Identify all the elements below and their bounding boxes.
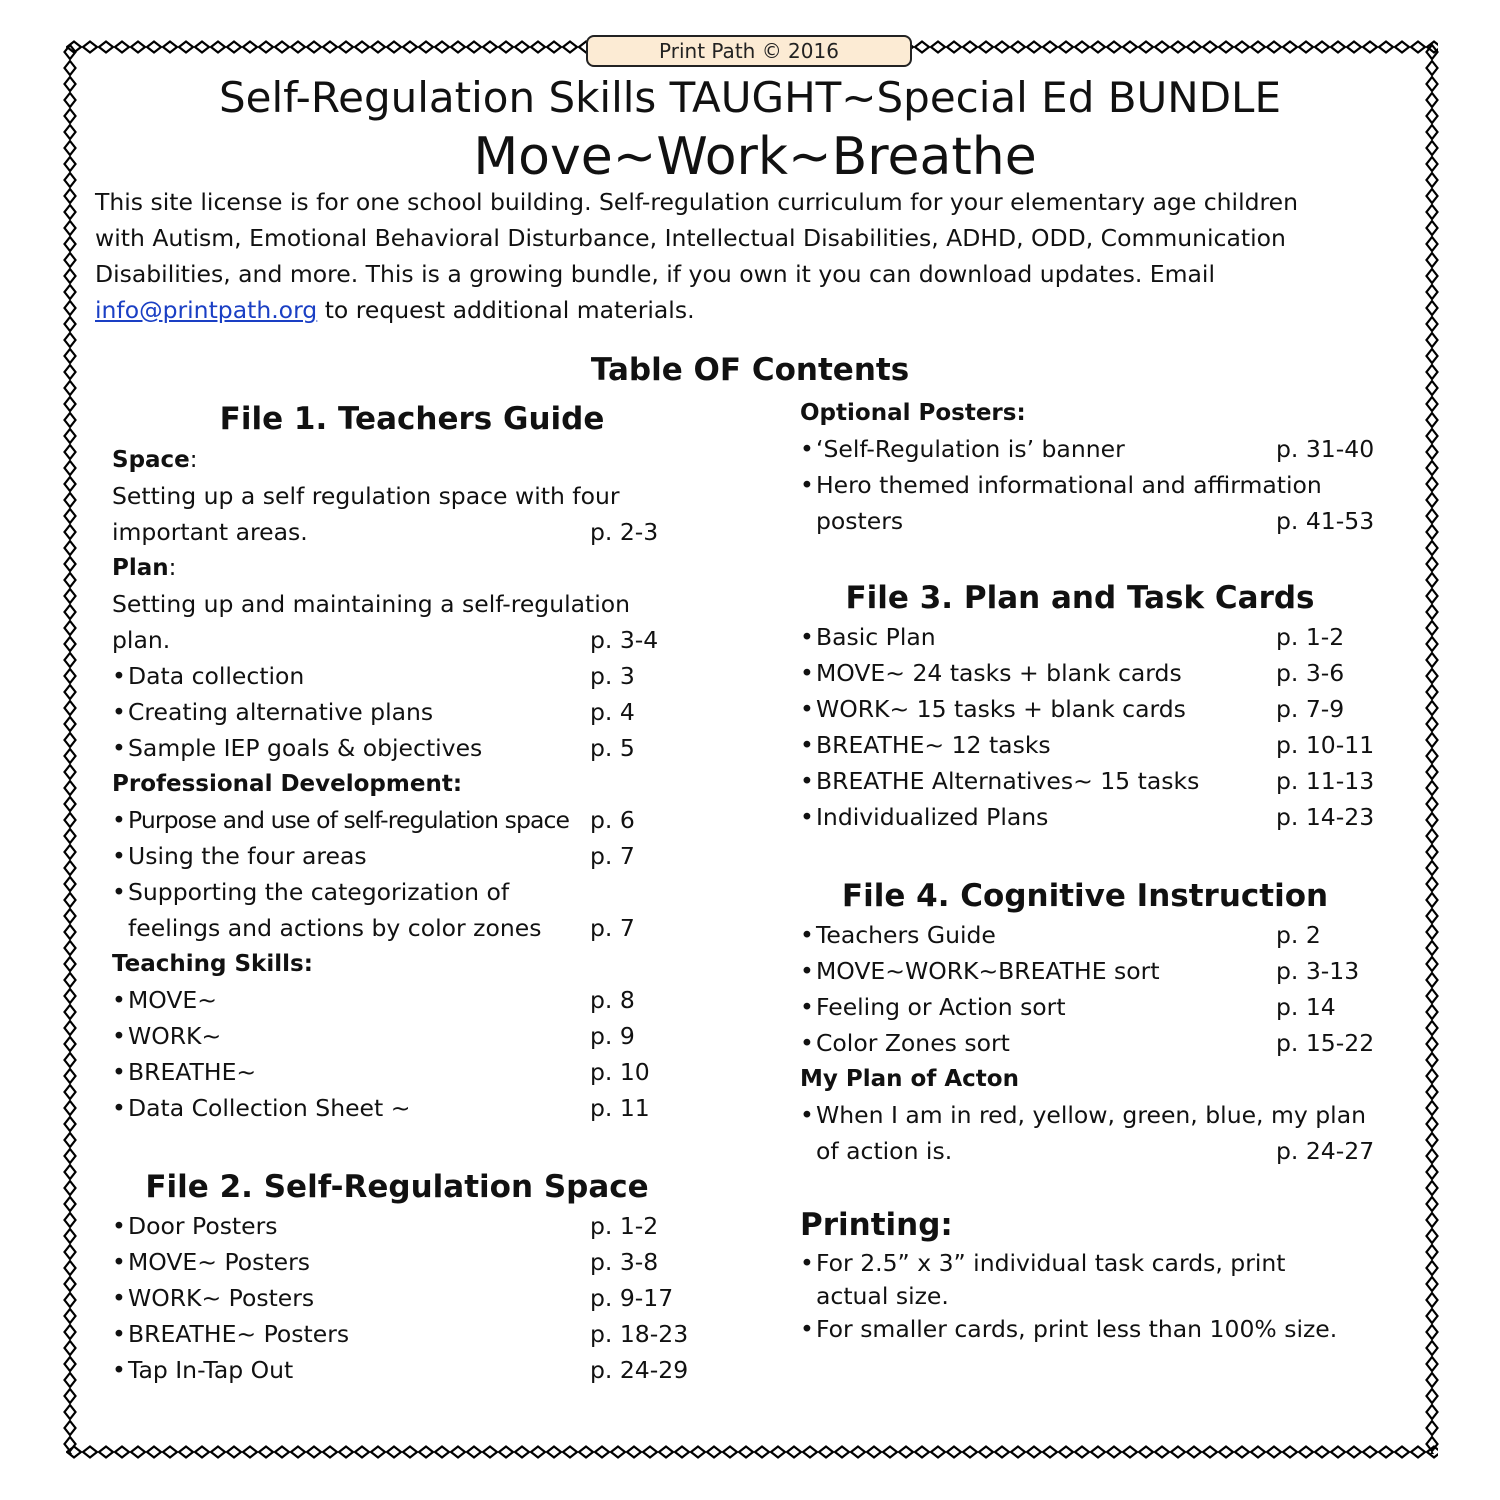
page-ref: p. 3-6 <box>1276 659 1345 687</box>
toc-entry: • BREATHE~ Posters p. 18-23 <box>112 1316 712 1352</box>
bullet-icon: • <box>112 986 126 1014</box>
section-label-space: Space: <box>112 447 198 473</box>
page-ref: p. 1-2 <box>590 1212 659 1240</box>
intro-line: Disabilities, and more. This is a growing bundle, if you own it you can download updates. Email <box>95 260 1215 288</box>
page-subtitle: Move~Work~Breathe <box>473 127 1037 187</box>
intro-line: with Autism, Emotional Behavioral Disturbance, Intellectual Disabilities, ADHD, ODD, Communication <box>95 224 1286 252</box>
page-ref: p. 2 <box>1276 921 1321 949</box>
page-ref: p. 4 <box>590 698 635 726</box>
page-ref: p. 41-53 <box>1276 507 1375 535</box>
toc-right-column <box>800 395 1400 1346</box>
bullet-icon: • <box>800 623 814 651</box>
page-ref: p. 10-11 <box>1276 731 1375 759</box>
intro-paragraph <box>95 184 1405 328</box>
toc-entry: • Individualized Plans p. 14-23 <box>800 799 1400 835</box>
page-ref: p. 9 <box>590 1022 635 1050</box>
bullet-icon: • <box>800 993 814 1021</box>
page-ref: p. 7-9 <box>1276 695 1345 723</box>
section-label-my-plan: My Plan of Acton <box>800 1066 1019 1092</box>
toc-entry: • BREATHE Alternatives~ 15 tasks p. 11-13 <box>800 763 1400 799</box>
toc-entry: • Creating alternative plans p. 4 <box>112 694 712 730</box>
intro-line-rest: to request additional materials. <box>317 296 695 324</box>
toc-entry: • Purpose and use of self-regulation space p. 6 <box>112 802 712 838</box>
printing-note: •For smaller cards, print less than 100% size. <box>800 1313 1400 1346</box>
copyright-badge <box>586 35 912 67</box>
bullet-icon: • <box>800 471 814 499</box>
toc-entry: • Teachers Guide p. 2 <box>800 917 1400 953</box>
page-ref: p. 31-40 <box>1276 435 1375 463</box>
bullet-icon: • <box>800 1029 814 1057</box>
bullet-icon: • <box>112 806 125 834</box>
bullet-icon: • <box>800 1249 814 1277</box>
toc-entry: • WORK~ Posters p. 9-17 <box>112 1280 712 1316</box>
toc-entry: • MOVE~ p. 8 <box>112 982 712 1018</box>
bullet-icon: • <box>112 1212 126 1240</box>
bullet-icon: • <box>800 803 814 831</box>
toc-entry: Setting up a self regulation space with four <box>112 482 620 510</box>
toc-entry: • WORK~ 15 tasks + blank cards p. 7-9 <box>800 691 1400 727</box>
bullet-icon: • <box>112 698 126 726</box>
border-bottom <box>66 1445 1438 1459</box>
toc-entry: • ‘Self-Regulation is’ banner p. 31-40 <box>800 431 1400 467</box>
toc-left-column <box>112 398 712 1388</box>
toc-entry: • Supporting the categorization of <box>112 874 712 910</box>
toc-entry: posters p. 41-53 <box>800 503 1400 539</box>
file4-title: File 4. Cognitive Instruction <box>841 878 1329 914</box>
section-label-optional-posters: Optional Posters: <box>800 400 1026 426</box>
file1-title: File 1. Teachers Guide <box>219 401 605 437</box>
page-ref: p. 3-4 <box>590 626 659 654</box>
bullet-icon: • <box>800 767 814 795</box>
bullet-icon: • <box>112 1248 126 1276</box>
bullet-icon: • <box>112 878 126 906</box>
section-label-teaching-skills: Teaching Skills: <box>112 951 313 977</box>
toc-entry: • Data Collection Sheet ~ p. 11 <box>112 1090 712 1126</box>
bullet-icon: • <box>112 1284 126 1312</box>
bullet-icon: • <box>112 662 126 690</box>
intro-line: This site license is for one school building. Self-regulation curriculum for your elementary age children <box>95 188 1299 216</box>
toc-entry: important areas. p. 2-3 <box>112 514 712 550</box>
page-ref: p. 9-17 <box>590 1284 674 1312</box>
page-ref: p. 2-3 <box>590 518 659 546</box>
bullet-icon: • <box>800 1101 814 1129</box>
page-ref: p. 24-29 <box>590 1356 689 1384</box>
toc-entry: • Hero themed informational and affirmation <box>800 467 1400 503</box>
bullet-icon: • <box>800 435 814 463</box>
toc-entry: • Data collection p. 3 <box>112 658 712 694</box>
toc-entry: • Feeling or Action sort p. 14 <box>800 989 1400 1025</box>
bullet-icon: • <box>112 1022 126 1050</box>
page-ref: p. 11-13 <box>1276 767 1375 795</box>
page-ref: p. 10 <box>590 1058 650 1086</box>
page-ref: p. 14 <box>1276 993 1336 1021</box>
bullet-icon: • <box>112 1058 126 1086</box>
page-ref: p. 5 <box>590 734 635 762</box>
page-ref: p. 14-23 <box>1276 803 1375 831</box>
printing-title: Printing: <box>800 1207 953 1243</box>
toc-entry: feelings and actions by color zones p. 7 <box>112 910 712 946</box>
section-label-professional-development: Professional Development: <box>112 771 463 797</box>
toc-entry: • BREATHE~ p. 10 <box>112 1054 712 1090</box>
email-link[interactable]: info@printpath.org <box>95 296 318 324</box>
page-ref: p. 24-27 <box>1276 1137 1375 1165</box>
toc-entry: • Sample IEP goals & objectives p. 5 <box>112 730 712 766</box>
bullet-icon: • <box>112 1320 126 1348</box>
bullet-icon: • <box>800 659 814 687</box>
file3-title: File 3. Plan and Task Cards <box>845 580 1315 616</box>
page-ref: p. 1-2 <box>1276 623 1345 651</box>
copyright-text: Print Path © 2016 <box>659 39 839 63</box>
page-ref: p. 11 <box>590 1094 650 1122</box>
toc-entry: • Door Posters p. 1-2 <box>112 1208 712 1244</box>
page-ref: p. 6 <box>590 806 635 834</box>
intro-line <box>95 292 1405 328</box>
toc-entry: of action is. p. 24-27 <box>800 1133 1400 1169</box>
toc-entry: • MOVE~ Posters p. 3-8 <box>112 1244 712 1280</box>
file2-title: File 2. Self-Regulation Space <box>145 1169 649 1205</box>
bullet-icon: • <box>800 957 814 985</box>
bullet-icon: • <box>112 1356 126 1384</box>
bullet-icon: • <box>112 842 126 870</box>
toc-entry: • Tap In-Tap Out p. 24-29 <box>112 1352 712 1388</box>
page-title: Self-Regulation Skills TAUGHT~Special Ed BUNDLE <box>219 73 1281 122</box>
printing-note: actual size. <box>816 1282 949 1310</box>
toc-entry: • MOVE~WORK~BREATHE sort p. 3-13 <box>800 953 1400 989</box>
toc-entry: • Basic Plan p. 1-2 <box>800 619 1400 655</box>
page-ref: p. 3-13 <box>1276 957 1360 985</box>
toc-entry: • MOVE~ 24 tasks + blank cards p. 3-6 <box>800 655 1400 691</box>
toc-entry: • When I am in red, yellow, green, blue, my plan <box>800 1097 1400 1133</box>
page-ref: p. 15-22 <box>1276 1029 1375 1057</box>
page-ref: p. 8 <box>590 986 635 1014</box>
toc-title: Table OF Contents <box>590 352 910 388</box>
toc-entry: plan. p. 3-4 <box>112 622 712 658</box>
border-right <box>1425 44 1439 1454</box>
bullet-icon: • <box>800 921 814 949</box>
section-label-plan: Plan: <box>112 555 177 581</box>
page-ref: p. 7 <box>590 842 635 870</box>
printing-note: •For 2.5” x 3” individual task cards, print <box>800 1247 1400 1280</box>
toc-entry: • Color Zones sort p. 15-22 <box>800 1025 1400 1061</box>
toc-entry: Setting up and maintaining a self-regulation <box>112 590 631 618</box>
bullet-icon: • <box>800 1315 814 1343</box>
page-ref: p. 3-8 <box>590 1248 659 1276</box>
toc-entry: • Using the four areas p. 7 <box>112 838 712 874</box>
bullet-icon: • <box>800 731 814 759</box>
page-ref: p. 7 <box>590 914 635 942</box>
border-left <box>63 44 77 1454</box>
bullet-icon: • <box>112 1094 126 1122</box>
bullet-icon: • <box>112 734 126 762</box>
page-ref: p. 3 <box>590 662 635 690</box>
bullet-icon: • <box>800 695 814 723</box>
toc-entry: • WORK~ p. 9 <box>112 1018 712 1054</box>
toc-entry: • BREATHE~ 12 tasks p. 10-11 <box>800 727 1400 763</box>
page-ref: p. 18-23 <box>590 1320 689 1348</box>
